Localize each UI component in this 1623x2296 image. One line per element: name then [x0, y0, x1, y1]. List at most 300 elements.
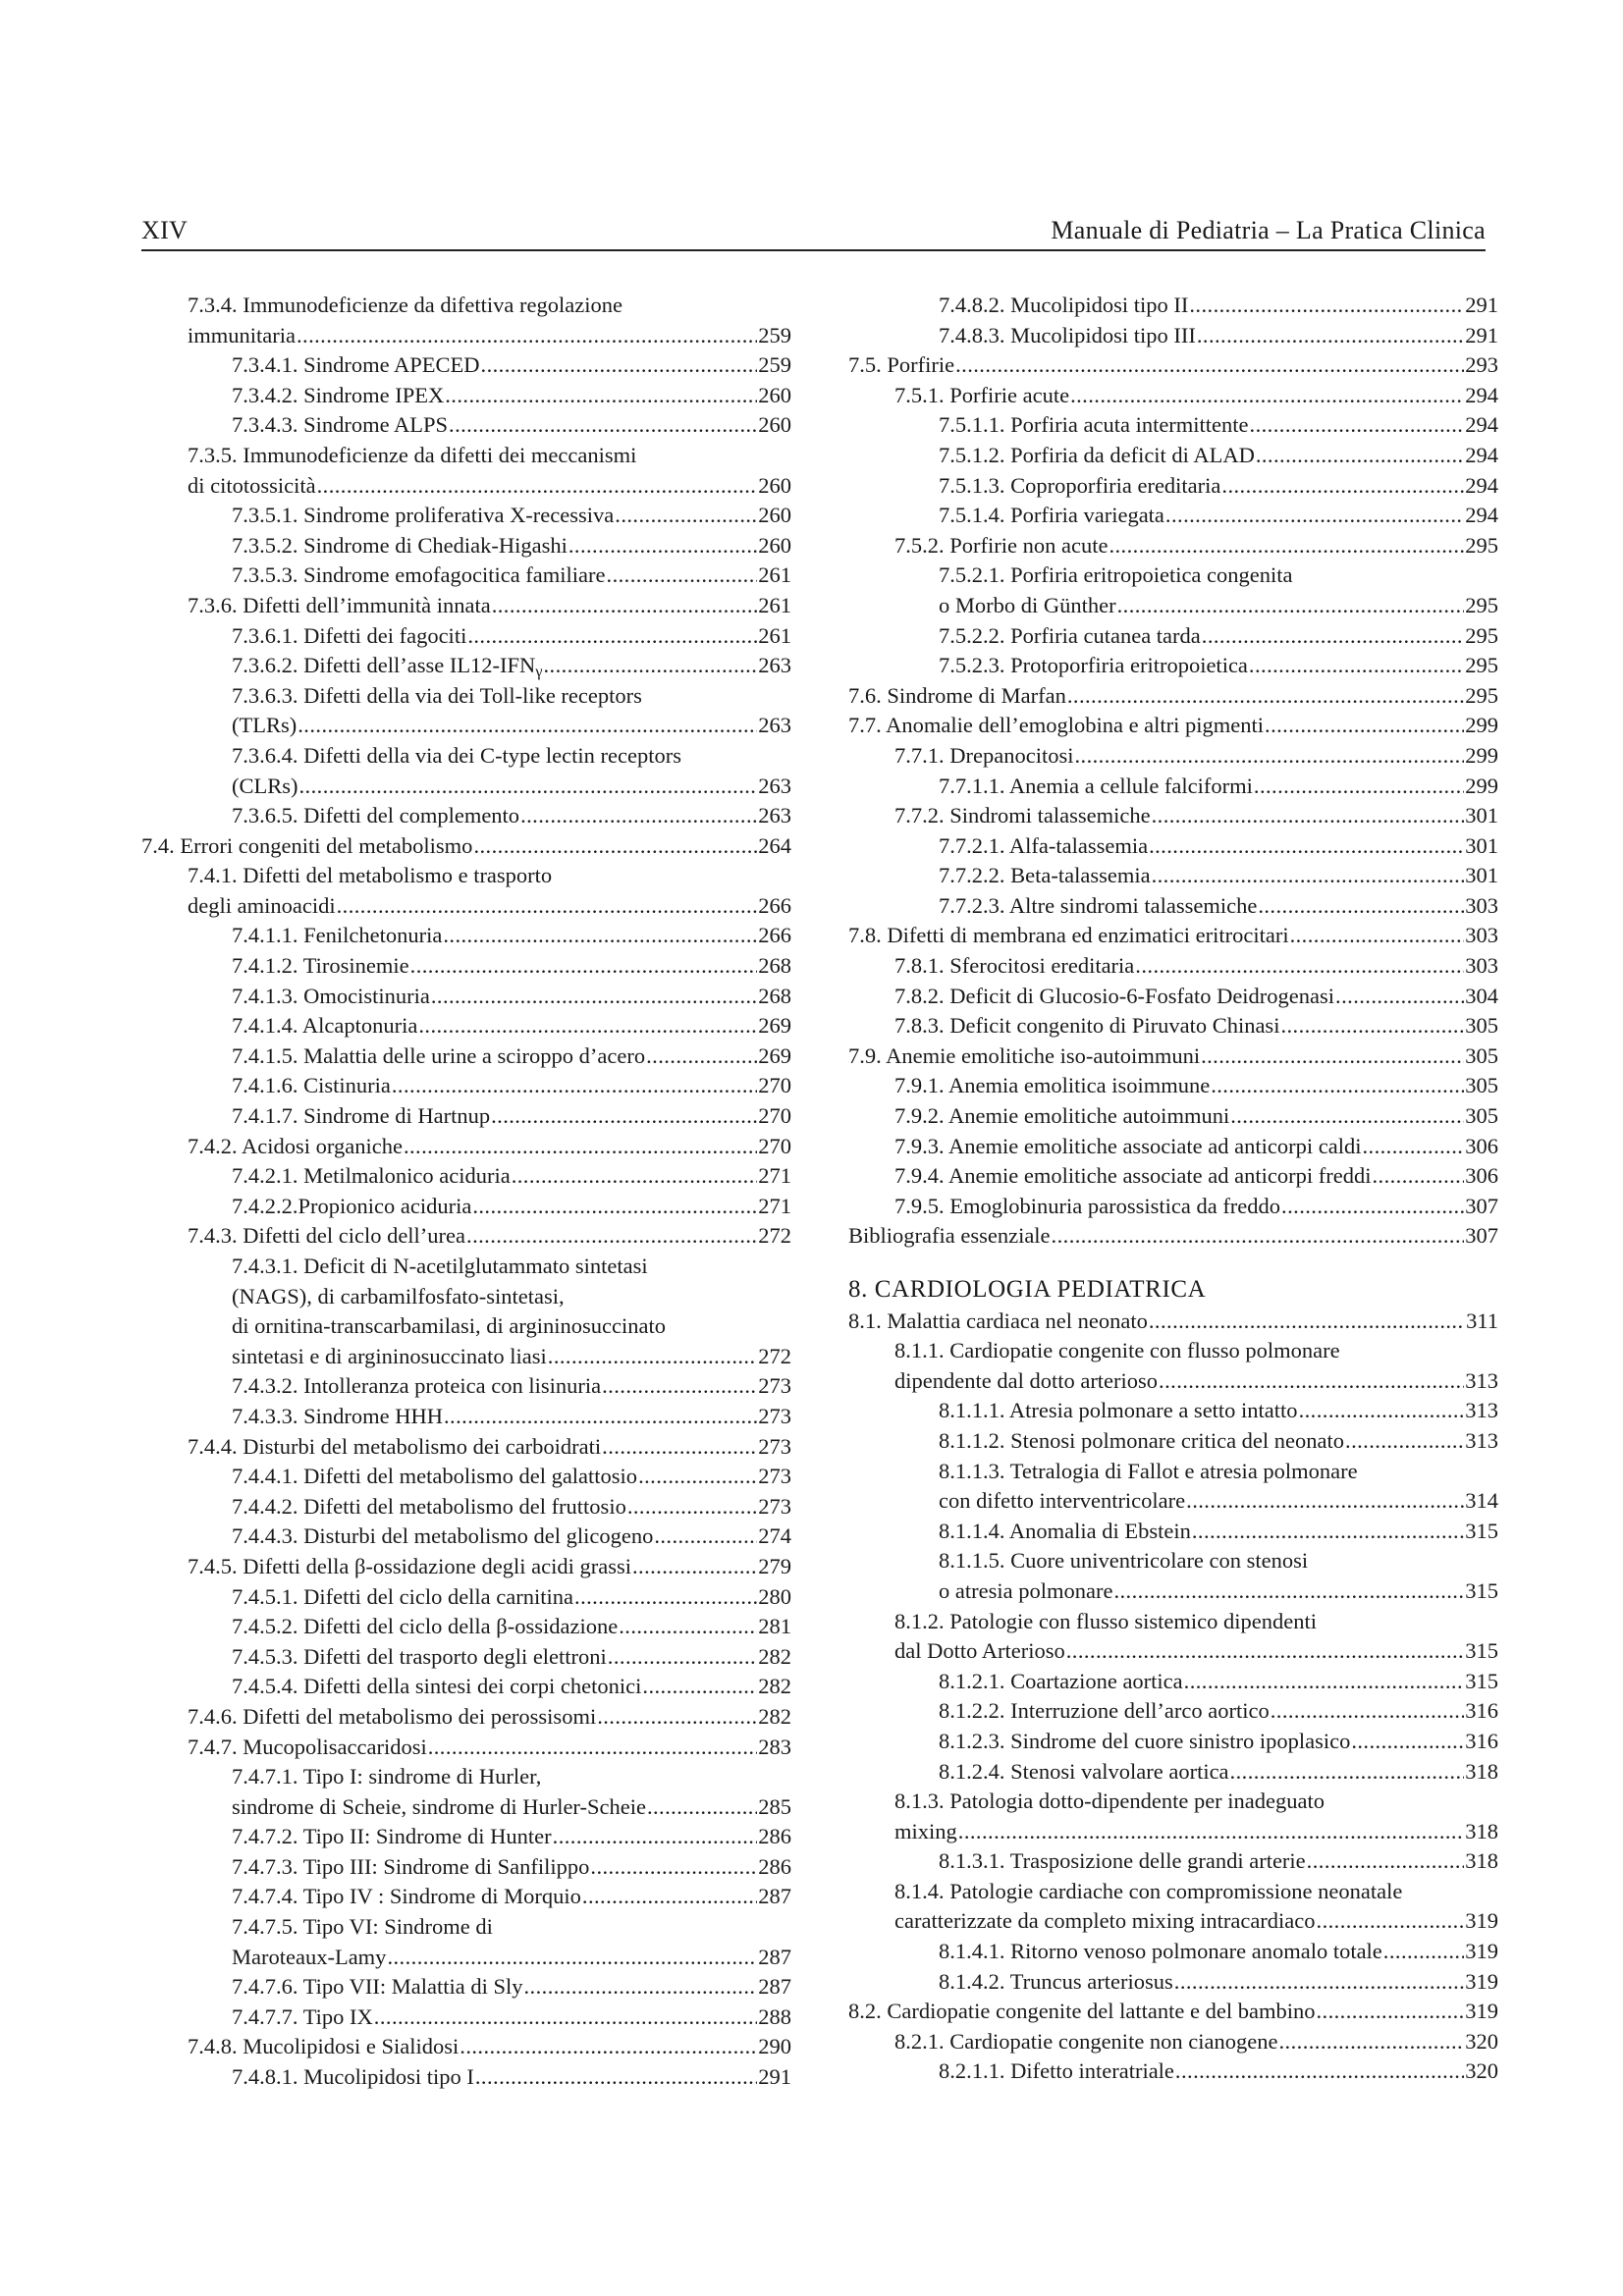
toc-entry[interactable]: [141, 982, 791, 1012]
toc-page-number: 287: [758, 1884, 791, 1909]
toc-entry-title: [939, 591, 1116, 621]
toc-page-number: 303: [1465, 892, 1498, 918]
toc-page-number: 282: [758, 1674, 791, 1699]
toc-entry[interactable]: [848, 1787, 1498, 1846]
toc-entry-title: [939, 891, 1257, 922]
dot-leader: [1113, 1576, 1464, 1607]
toc-entry[interactable]: [141, 1462, 791, 1492]
toc-entry[interactable]: [848, 1221, 1498, 1252]
toc-entry[interactable]: [848, 291, 1498, 321]
dot-leader: [632, 1552, 757, 1582]
toc-entry-text: 7.4.3.1. Deficit di N-acetilglutammato sintetasi: [232, 1254, 648, 1278]
dot-leader: [1362, 1132, 1464, 1162]
toc-entry[interactable]: [141, 1492, 791, 1522]
toc-entry-title: [894, 1906, 1316, 1937]
toc-page-number: 313: [1465, 1427, 1498, 1453]
dot-leader: [520, 801, 757, 831]
toc-entry-text: 8.1.4. Patologie cardiache con compromissione neonatale: [894, 1878, 1403, 1903]
toc-entry[interactable]: [848, 1937, 1498, 1967]
toc-entry-title-text: immunitaria: [188, 322, 296, 347]
toc-entry[interactable]: [141, 531, 791, 561]
toc-entry-title: [939, 1486, 1185, 1517]
toc-entry[interactable]: [141, 350, 791, 381]
toc-entry[interactable]: [848, 1696, 1498, 1727]
toc-entry-title: [232, 1612, 618, 1642]
toc-entry[interactable]: [141, 1011, 791, 1041]
toc-entry-title: [939, 1727, 1350, 1757]
toc-entry-title: [232, 1882, 581, 1912]
toc-page-number: 313: [1465, 1367, 1498, 1393]
toc-entry-title: [188, 1552, 631, 1582]
toc-page-number: 320: [1465, 2058, 1498, 2084]
dot-leader: [374, 2002, 757, 2033]
toc-entry-title-text: 7.4.4. Disturbi del metabolismo dei carboidrati: [188, 1433, 602, 1459]
toc-entry[interactable]: [141, 1101, 791, 1132]
toc-entry-title: [232, 561, 606, 591]
toc-page-number: 295: [1465, 682, 1498, 708]
toc-entry-title-text: 7.4.4.3. Disturbi del metabolismo del glicogeno: [232, 1523, 654, 1549]
dot-leader: [597, 1702, 757, 1733]
dot-leader: [627, 1492, 757, 1522]
toc-entry[interactable]: [141, 681, 791, 741]
toc-entry[interactable]: [141, 501, 791, 531]
toc-entry[interactable]: [848, 772, 1498, 802]
dot-leader: [1351, 1727, 1464, 1757]
dot-leader: [1149, 1307, 1465, 1337]
toc-entry-title: [939, 1757, 1229, 1788]
toc-page-number: 315: [1465, 1518, 1498, 1543]
toc-entry[interactable]: [848, 1757, 1498, 1788]
toc-entry[interactable]: [848, 741, 1498, 772]
toc-page-number: 279: [758, 1553, 791, 1578]
toc-entry[interactable]: [141, 1852, 791, 1883]
toc-page-number: 288: [758, 2003, 791, 2029]
toc-entry[interactable]: [848, 1426, 1498, 1457]
toc-entry[interactable]: [141, 441, 791, 501]
toc-entry-title: [232, 1642, 607, 1673]
toc-entry[interactable]: [848, 681, 1498, 712]
toc-entry-title: [232, 1522, 653, 1552]
toc-page-number: 272: [758, 1223, 791, 1249]
toc-page-number: 263: [758, 803, 791, 828]
toc-entry-title: [894, 801, 1151, 831]
toc-entry[interactable]: [848, 1011, 1498, 1041]
toc-entry[interactable]: [848, 350, 1498, 381]
toc-entry[interactable]: [848, 621, 1498, 652]
dot-leader: [1335, 982, 1464, 1012]
toc-entry[interactable]: [141, 1252, 791, 1371]
toc-entry[interactable]: [848, 891, 1498, 922]
toc-entry[interactable]: [848, 410, 1498, 441]
toc-entry[interactable]: [848, 1727, 1498, 1757]
toc-entry-title-text: 7.4. Errori congeniti del metabolismo: [141, 832, 473, 858]
toc-entry[interactable]: [848, 651, 1498, 681]
toc-entry[interactable]: [141, 861, 791, 921]
toc-entry-title-text: 7.3.4.2. Sindrome IPEX: [232, 382, 445, 407]
toc-entry-title-text: 7.3.6.5. Difetti del complemento: [232, 803, 520, 828]
toc-entry[interactable]: [848, 1192, 1498, 1222]
toc-entry[interactable]: [848, 1071, 1498, 1101]
toc-page-number: 319: [1465, 1999, 1498, 2024]
toc-entry-title: [232, 951, 409, 982]
toc-entry-text: 8.1.1.3. Tetralogia di Fallot e atresia polmonare: [939, 1458, 1358, 1483]
toc-page-number: 282: [758, 1643, 791, 1669]
toc-page-number: 295: [1465, 622, 1498, 648]
toc-entry-title: [939, 1517, 1191, 1547]
toc-entry-title-text: sindrome di Scheie, sindrome di Hurler-Scheie: [232, 1793, 646, 1819]
dot-leader: [607, 561, 758, 591]
dot-leader: [460, 2032, 757, 2062]
toc-entry-title-text: 7.4.1.1. Fenilchetonuria: [232, 923, 443, 948]
toc-entry-title: [188, 1432, 601, 1463]
book-title: Manuale di Pediatria – La Pratica Clinica: [1051, 216, 1486, 244]
toc-entry-title: [848, 1041, 1200, 1072]
toc-entry-title: [232, 1462, 637, 1492]
toc-entry[interactable]: [141, 1612, 791, 1642]
toc-entry-title: [188, 321, 296, 351]
toc-page-number: 294: [1465, 382, 1498, 407]
toc-entry-title-text: 7.4.5.2. Difetti del ciclo della β-ossidazione: [232, 1614, 619, 1639]
toc-entry-title: [232, 1582, 573, 1613]
toc-entry-title: [894, 1636, 1065, 1667]
toc-entry-text: 8.1.3. Patologia dotto-dipendente per inadeguato: [894, 1789, 1325, 1814]
toc-page-number: 271: [758, 1193, 791, 1218]
toc-entry[interactable]: [141, 1132, 791, 1162]
dot-leader: [1201, 1041, 1464, 1072]
toc-entry[interactable]: [848, 501, 1498, 531]
toc-entry-title-text: 7.9.1. Anemia emolitica isoimmune: [894, 1073, 1211, 1098]
toc-page-number: 306: [1465, 1133, 1498, 1158]
toc-entry[interactable]: [848, 711, 1498, 741]
toc-entry[interactable]: [141, 741, 791, 801]
toc-entry[interactable]: [141, 651, 791, 681]
toc-entry-title: [894, 1101, 1229, 1132]
dot-leader: [1271, 1696, 1465, 1727]
toc-entry[interactable]: [848, 1967, 1498, 1998]
dot-leader: [1149, 831, 1464, 862]
dot-leader: [1066, 1636, 1465, 1667]
toc-entry-title: [939, 1426, 1344, 1457]
toc-entry-title: [894, 982, 1334, 1012]
toc-entry-title-text: 7.5.2.2. Porfiria cutanea tarda: [939, 622, 1201, 648]
toc-entry[interactable]: [848, 1396, 1498, 1426]
toc-entry[interactable]: [141, 621, 791, 652]
toc-entry[interactable]: [848, 951, 1498, 982]
toc-page-number: 291: [758, 2064, 791, 2090]
toc-entry-title: [232, 1402, 443, 1432]
toc-entry[interactable]: [141, 951, 791, 982]
toc-entry-title-text: Maroteaux-Lamy: [232, 1944, 387, 1969]
dot-leader: [444, 1402, 757, 1432]
toc-page-number: 287: [758, 1974, 791, 2000]
toc-entry[interactable]: [848, 1101, 1498, 1132]
toc-page-number: 272: [758, 1343, 791, 1368]
toc-entry-title: [848, 1221, 1051, 1252]
toc-entry[interactable]: [141, 410, 791, 441]
toc-entry-title-text: 7.9.3. Anemie emolitiche associate ad anticorpi caldi: [894, 1133, 1362, 1158]
dot-leader: [1383, 1937, 1464, 1967]
toc-entry-title-text: 7.9. Anemie emolitiche iso-autoimmuni: [848, 1042, 1201, 1068]
dot-leader: [1281, 1192, 1464, 1222]
toc-entry[interactable]: [141, 1822, 791, 1852]
toc-entry-title-text: 7.3.5.3. Sindrome emofagocitica familiare: [232, 562, 606, 588]
toc-entry-title: [939, 1696, 1270, 1727]
toc-entry-title: [232, 501, 614, 531]
toc-entry[interactable]: [141, 1552, 791, 1582]
toc-entry[interactable]: [141, 2062, 791, 2093]
dot-leader: [638, 1462, 757, 1492]
toc-entry[interactable]: [141, 1161, 791, 1192]
toc-entry[interactable]: [848, 1161, 1498, 1192]
dot-leader: [1299, 1396, 1465, 1426]
toc-entry-title-text: 8.2. Cardiopatie congenite del lattante e del bambino: [848, 1999, 1316, 2024]
toc-entry[interactable]: [848, 801, 1498, 831]
dot-leader: [481, 350, 758, 381]
toc-entry[interactable]: [848, 1846, 1498, 1877]
toc-page-number: 294: [1465, 442, 1498, 467]
toc-entry[interactable]: [848, 381, 1498, 411]
toc-entry-text: 7.4.1. Difetti del metabolismo e trasporto: [188, 863, 553, 888]
toc-entry[interactable]: [141, 1071, 791, 1101]
toc-entry-title: [232, 982, 430, 1012]
running-head: [141, 216, 1486, 245]
dot-leader: [472, 1192, 757, 1222]
dot-leader: [553, 1822, 758, 1852]
toc-entry-title-text: 8.1.2.2. Interruzione dell’arco aortico: [939, 1698, 1270, 1724]
toc-entry-title: [232, 531, 568, 561]
toc-entry-title: [232, 410, 448, 441]
toc-page-number: 268: [758, 983, 791, 1008]
toc-entry-title-text: 7.5.2. Porfirie non acute: [894, 532, 1109, 558]
toc-page-number: 315: [1465, 1668, 1498, 1693]
dot-leader: [1159, 1366, 1464, 1397]
toc-entry-title-text: 7.4.2.1. Metilmalonico aciduria: [232, 1163, 511, 1189]
toc-page-number: 319: [1465, 1968, 1498, 1994]
toc-entry-title: [232, 1371, 601, 1402]
toc-entry-title-text: 7.4.8. Mucolipidosi e Sialidosi: [188, 2034, 460, 2059]
toc-entry[interactable]: [848, 1307, 1498, 1337]
toc-entry-title-text: 7.4.1.2. Tirosinemie: [232, 953, 409, 979]
toc-entry-title: [939, 772, 1253, 802]
toc-entry-subscript: γ: [535, 663, 543, 681]
toc-entry-title-text: 7.4.1.4. Alcaptonuria: [232, 1013, 418, 1039]
toc-entry[interactable]: [141, 1041, 791, 1072]
toc-entry-title-text: caratterizzate da completo mixing intracardiaco: [894, 1908, 1316, 1934]
dot-leader: [958, 1817, 1464, 1847]
toc-page-number: 319: [1465, 1939, 1498, 1964]
toc-page-number: 299: [1465, 742, 1498, 768]
toc-page-number: 282: [758, 1703, 791, 1729]
toc-page-number: 268: [758, 953, 791, 979]
toc-entry-title-text: 7.4.4.1. Difetti del metabolismo del galattosio: [232, 1464, 638, 1489]
toc-entry[interactable]: [848, 2027, 1498, 2057]
toc-entry-title-text: 7.5.1. Porfirie acute: [894, 382, 1070, 407]
toc-entry-title: [939, 2056, 1174, 2087]
toc-entry-title-text: 7.4.7.6. Tipo VII: Malattia di Sly: [232, 1974, 523, 2000]
toc-entry[interactable]: [141, 2032, 791, 2062]
toc-entry[interactable]: [848, 1667, 1498, 1697]
dot-leader: [1317, 1906, 1465, 1937]
toc-entry-title: [939, 321, 1196, 351]
toc-entry-title: [188, 1221, 465, 1252]
toc-entry[interactable]: [848, 1041, 1498, 1072]
toc-entry[interactable]: [141, 831, 791, 862]
toc-entry[interactable]: [848, 471, 1498, 502]
toc-page-number: 270: [758, 1073, 791, 1098]
toc-entry-title-text: 8.2.1. Cardiopatie congenite non cianogene: [894, 2028, 1278, 2054]
dot-leader: [568, 531, 757, 561]
toc-page-number: 287: [758, 1944, 791, 1969]
toc-page-number: 304: [1465, 983, 1498, 1008]
toc-entry-title-text: 7.4.1.6. Cistinuria: [232, 1073, 391, 1098]
toc-entry[interactable]: [848, 831, 1498, 862]
toc-entry-title: [894, 951, 1134, 982]
toc-entry[interactable]: [141, 1192, 791, 1222]
dot-leader: [1249, 651, 1464, 681]
dot-leader: [1186, 1486, 1464, 1517]
dot-leader: [445, 381, 757, 411]
toc-page-number: 315: [1465, 1577, 1498, 1603]
toc-page-number: 260: [758, 382, 791, 407]
toc-entry-title-text: 7.4.7.4. Tipo IV : Sindrome di Morquio: [232, 1884, 581, 1909]
dot-leader: [299, 772, 758, 802]
toc-entry[interactable]: [141, 1432, 791, 1463]
toc-entry-title-text: 7.5. Porfirie: [848, 352, 955, 378]
dot-leader: [404, 1132, 757, 1162]
toc-page-number: 260: [758, 472, 791, 498]
toc-entry[interactable]: [848, 1877, 1498, 1937]
toc-entry-title-text: 7.4.1.3. Omocistinuria: [232, 983, 430, 1008]
toc-entry-title: [232, 1792, 646, 1823]
toc-page-number: 318: [1465, 1848, 1498, 1874]
toc-entry-title: [232, 651, 542, 681]
toc-entry[interactable]: [141, 381, 791, 411]
toc-page-number: 263: [758, 713, 791, 738]
dot-leader: [1070, 381, 1464, 411]
toc-entry-title: [939, 1846, 1306, 1877]
toc-entry[interactable]: [141, 2002, 791, 2033]
dot-leader: [1230, 1101, 1464, 1132]
toc-entry[interactable]: [141, 1762, 791, 1822]
toc-entry-title: [939, 441, 1255, 471]
toc-page-number: 274: [758, 1523, 791, 1549]
toc-entry[interactable]: [141, 1912, 791, 1972]
toc-entry-title-text: sintetasi e di argininosuccinato liasi: [232, 1343, 547, 1368]
toc-entry[interactable]: [141, 1582, 791, 1613]
toc-entry-title-text: 7.7.2. Sindromi talassemiche: [894, 803, 1151, 828]
toc-page-number: 295: [1465, 653, 1498, 678]
toc-entry[interactable]: [141, 1402, 791, 1432]
toc-page-number: 263: [758, 653, 791, 678]
toc-entry-title-text: 8.1. Malattia cardiaca nel neonato: [848, 1308, 1148, 1333]
toc-entry-title: [939, 471, 1220, 502]
toc-entry-title: [939, 621, 1201, 652]
toc-entry-title: [939, 1937, 1382, 1967]
toc-entry[interactable]: [141, 1672, 791, 1702]
toc-entry-title-text: 7.4.5.1. Difetti del ciclo della carnitina: [232, 1583, 574, 1609]
dot-leader: [615, 501, 757, 531]
toc-entry[interactable]: [848, 1457, 1498, 1517]
toc-entry-title: [232, 921, 442, 951]
toc-entry-title-text: 7.5.1.2. Porfiria da deficit di ALAD: [939, 442, 1255, 467]
toc-entry[interactable]: [848, 1517, 1498, 1547]
toc-entry[interactable]: [141, 921, 791, 951]
toc-entry[interactable]: [141, 291, 791, 350]
toc-entry-title-text: 7.4.8.1. Mucolipidosi tipo I: [232, 2064, 474, 2090]
toc-entry[interactable]: [141, 1882, 791, 1912]
toc-entry[interactable]: [848, 531, 1498, 561]
toc-entry[interactable]: [141, 1522, 791, 1552]
dot-leader: [548, 1342, 757, 1372]
toc-entry[interactable]: [141, 561, 791, 591]
toc-entry[interactable]: [848, 1132, 1498, 1162]
toc-entry[interactable]: [848, 561, 1498, 620]
toc-page-number: 260: [758, 503, 791, 528]
toc-entry[interactable]: [848, 2056, 1498, 2087]
toc-entry-title: [232, 381, 444, 411]
toc-entry-title: [939, 1576, 1112, 1607]
toc-entry-title: [894, 1817, 957, 1847]
toc-entry[interactable]: [848, 982, 1498, 1012]
toc-entry-title: [232, 801, 519, 831]
dot-leader: [512, 1161, 758, 1192]
toc-entry-title: [232, 1972, 523, 2002]
toc-page-number: 281: [758, 1614, 791, 1639]
toc-entry-title-text: 8.1.1.1. Atresia polmonare a setto intatto: [939, 1398, 1298, 1423]
toc-entry[interactable]: [848, 441, 1498, 471]
toc-page-number: 294: [1465, 472, 1498, 498]
toc-entry[interactable]: [848, 1997, 1498, 2027]
toc-entry-title-text: 7.4.5. Difetti della β-ossidazione degli acidi grassi: [188, 1553, 631, 1578]
dot-leader: [582, 1882, 757, 1912]
toc-entry[interactable]: [141, 1972, 791, 2002]
toc-entry[interactable]: [141, 591, 791, 621]
toc-page-number: 270: [758, 1103, 791, 1129]
toc-page-number: 286: [758, 1853, 791, 1879]
dot-leader: [1211, 1071, 1464, 1101]
toc-entry-title: [188, 591, 491, 621]
toc-page-number: 280: [758, 1583, 791, 1609]
toc-entry-title: [894, 1011, 1279, 1041]
dot-leader: [1279, 2027, 1465, 2057]
toc-page-number: 305: [1465, 1103, 1498, 1129]
toc-entry[interactable]: [141, 1371, 791, 1402]
dot-leader: [1256, 441, 1464, 471]
toc-page-number: 291: [1465, 322, 1498, 347]
toc-entry[interactable]: [141, 1221, 791, 1252]
toc-entry[interactable]: [141, 801, 791, 831]
toc-entry-title-text: 7.9.2. Anemie emolitiche autoimmuni: [894, 1103, 1230, 1129]
toc-entry-title-text: 7.3.6.1. Difetti dei fagociti: [232, 622, 467, 648]
toc-entry[interactable]: [848, 1546, 1498, 1606]
toc-entry-text: 7.3.5. Immunodeficienze da difetti dei meccanismi: [188, 442, 637, 467]
toc-entry[interactable]: [141, 1733, 791, 1763]
toc-entry-title-text: 7.5.1.3. Coproporfiria ereditaria: [939, 472, 1221, 498]
toc-entry[interactable]: [848, 861, 1498, 891]
toc-entry[interactable]: [848, 1336, 1498, 1396]
toc-entry[interactable]: [848, 921, 1498, 951]
toc-entry-title-text: 8.2.1.1. Difetto interatriale: [939, 2058, 1174, 2084]
toc-entry[interactable]: [848, 1607, 1498, 1667]
toc-entry[interactable]: [141, 1642, 791, 1673]
toc-entry[interactable]: [141, 1702, 791, 1733]
page-number: XIV: [141, 216, 189, 244]
toc-page-number: 264: [758, 832, 791, 858]
toc-entry-text: 7.3.6.3. Difetti della via dei Toll-like receptors: [232, 682, 642, 708]
toc-entry-text: 8.1.1.5. Cuore univentricolare con stenosi: [939, 1548, 1309, 1574]
toc-entry-title: [848, 1307, 1148, 1337]
toc-entry[interactable]: [848, 321, 1498, 351]
